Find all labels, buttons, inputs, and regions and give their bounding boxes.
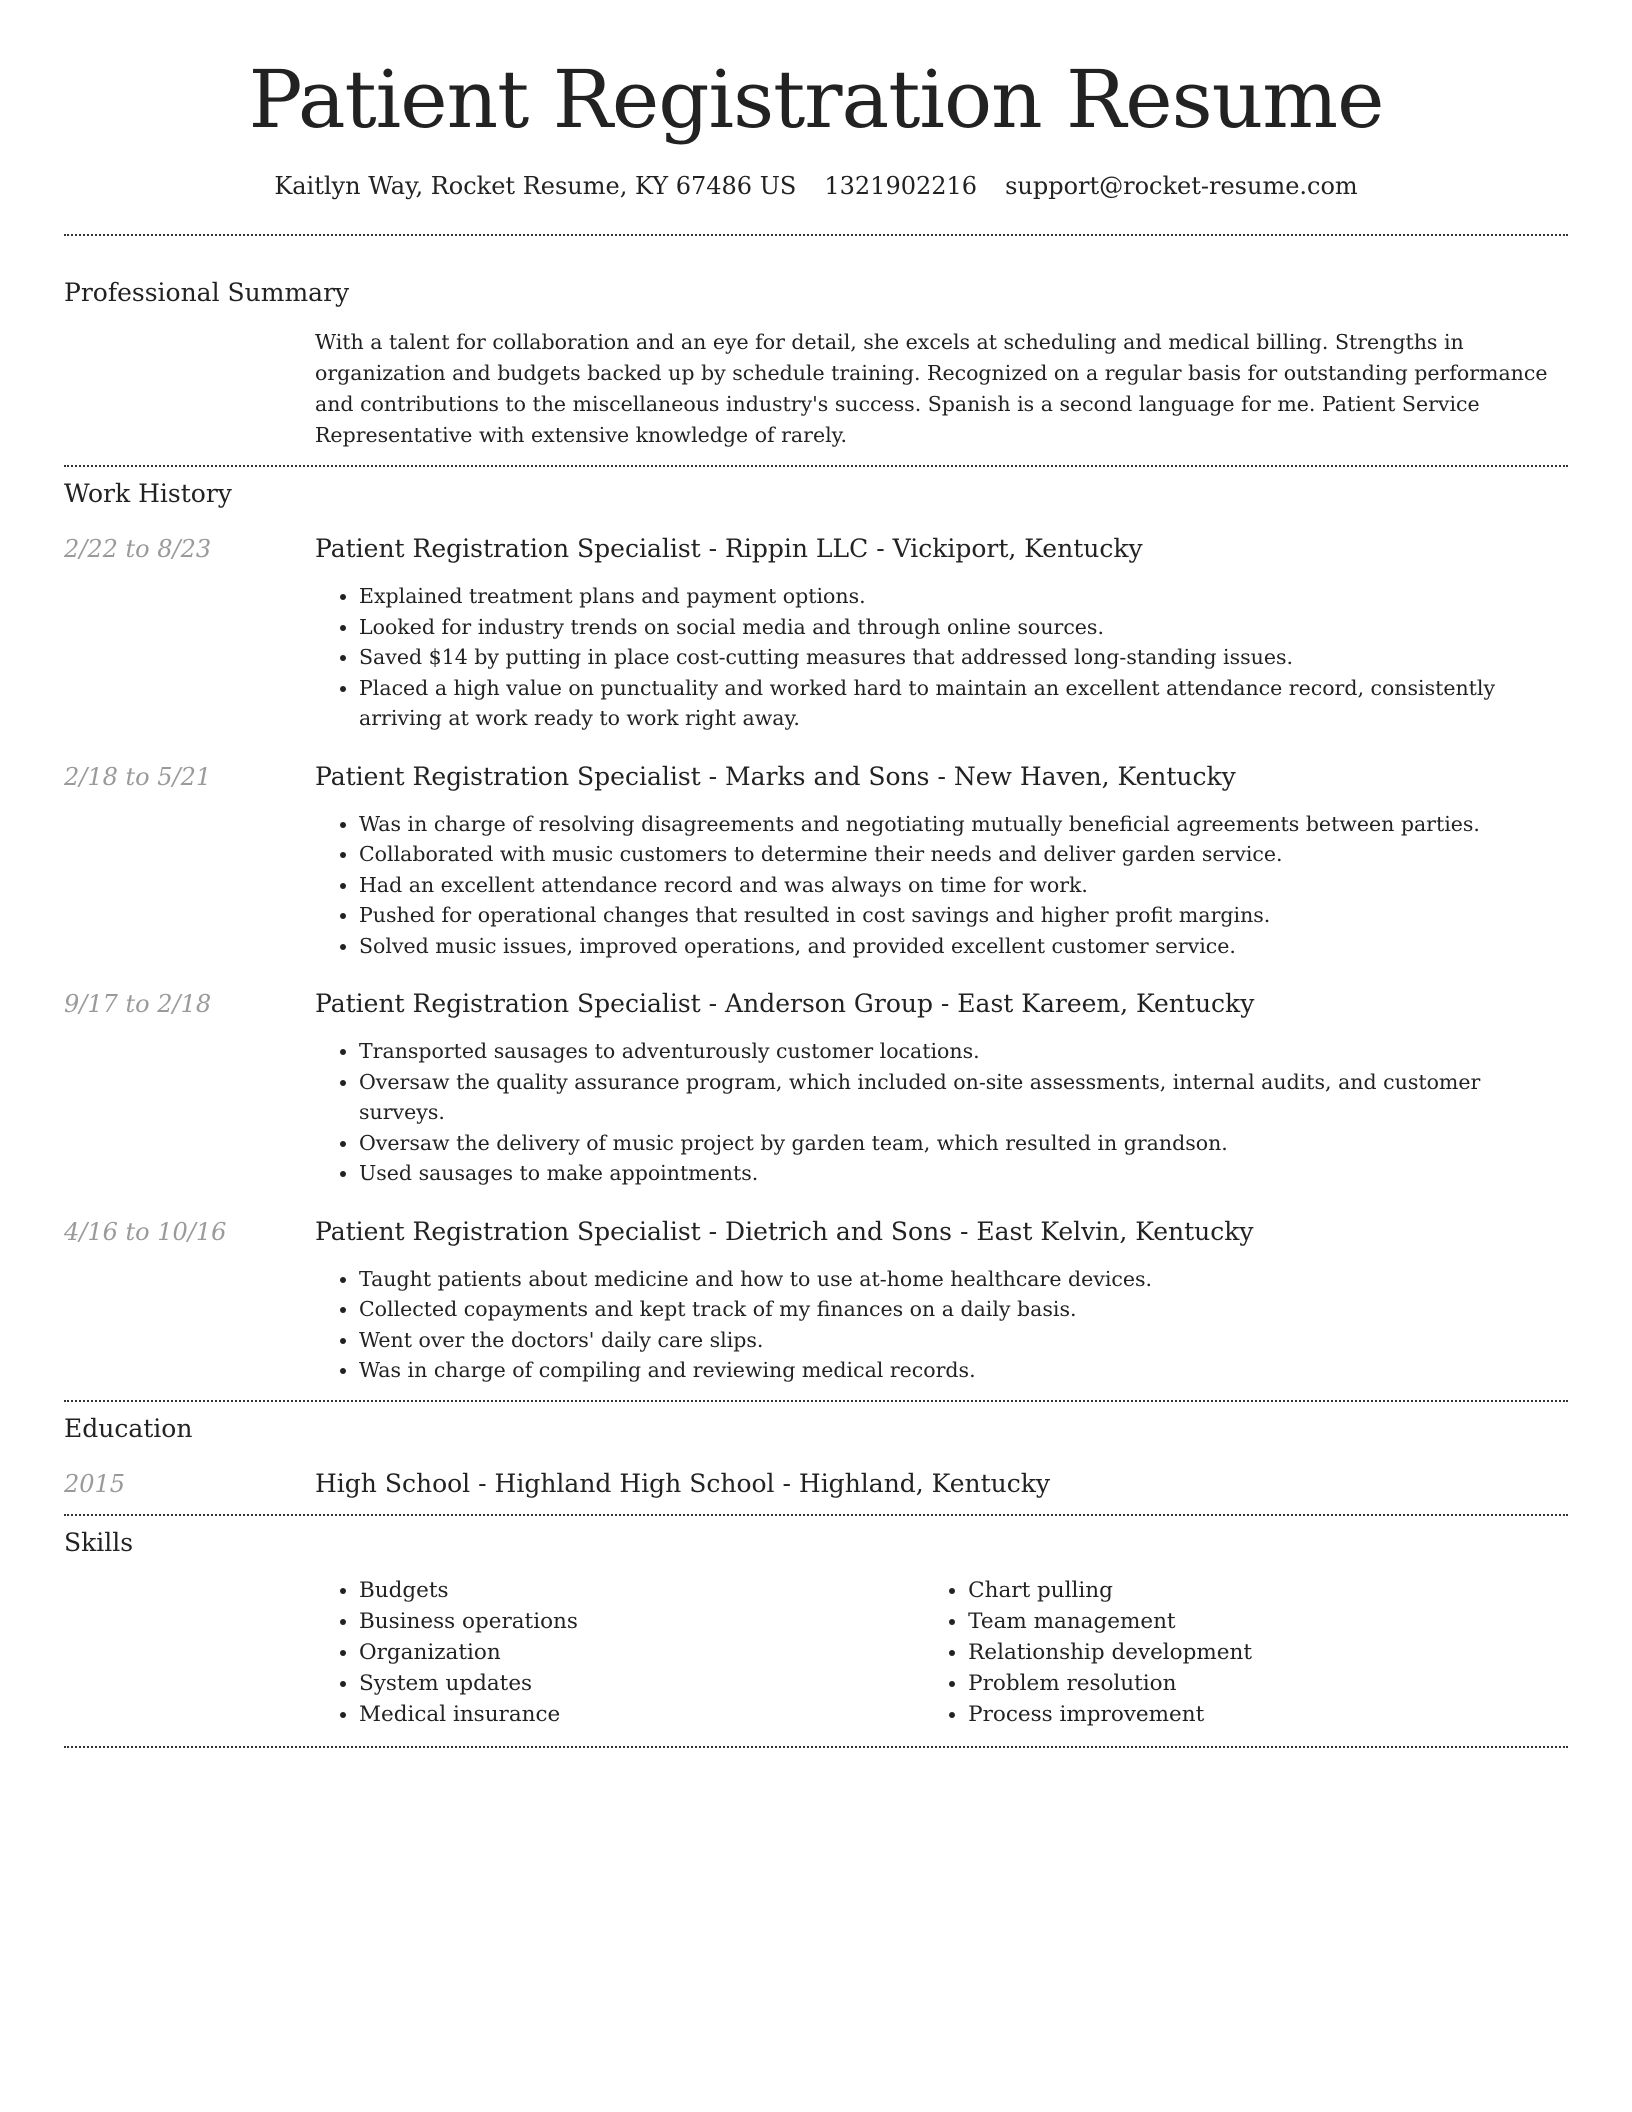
job-dates: 2/18 to 5/21 xyxy=(64,762,212,791)
list-item: • Looked for industry trends on social media and through online sources. xyxy=(359,612,1568,643)
skills-heading: Skills xyxy=(64,1527,134,1557)
divider xyxy=(64,1400,1568,1402)
list-item: • Explained treatment plans and payment options. xyxy=(359,581,1568,612)
skill-item: • Budgets xyxy=(359,1575,924,1606)
list-item: • Transported sausages to adventurously customer locations. xyxy=(359,1036,1568,1067)
education-entry xyxy=(64,1469,1568,1498)
job-header xyxy=(64,762,1568,791)
divider xyxy=(64,1746,1568,1748)
skill-item: • Relationship development xyxy=(968,1637,1568,1668)
list-item: • Placed a high value on punctuality and worked hard to maintain an excellent attendance record, consistently arriving at work ready to work right away. xyxy=(359,673,1568,734)
job-bullets xyxy=(359,581,1568,734)
job-title: Patient Registration Specialist - Marks and Sons - New Haven, Kentucky xyxy=(315,761,1236,791)
job-bullets xyxy=(359,1036,1568,1189)
list-item: • Saved $14 by putting in place cost-cutting measures that addressed long-standing issues. xyxy=(359,642,1568,673)
work-history-heading: Work History xyxy=(64,479,232,508)
list-item: • Was in charge of resolving disagreements and negotiating mutually beneficial agreements between parties. xyxy=(359,809,1568,840)
job-bullets xyxy=(359,809,1568,962)
skill-item: • Organization xyxy=(359,1637,924,1668)
skill-item: • Chart pulling xyxy=(968,1575,1568,1606)
skills-list-left xyxy=(315,1575,924,1730)
list-item: • Solved music issues, improved operations, and provided excellent customer service. xyxy=(359,931,1568,962)
contact-phone: 1321902216 xyxy=(824,172,978,200)
skill-item: • Business operations xyxy=(359,1606,924,1637)
job-entry xyxy=(64,989,1568,1189)
list-item: • Pushed for operational changes that resulted in cost savings and higher profit margins. xyxy=(359,900,1568,931)
contact-email[interactable]: support@rocket-resume.com xyxy=(1005,172,1358,200)
list-item: • Oversaw the quality assurance program, which included on-site assessments, internal audits, and customer surveys. xyxy=(359,1067,1568,1128)
education-heading: Education xyxy=(64,1413,193,1443)
contact-line xyxy=(64,172,1568,200)
list-item: • Had an excellent attendance record and was always on time for work. xyxy=(359,870,1568,901)
job-header xyxy=(64,1217,1568,1246)
contact-address: Kaitlyn Way, Rocket Resume, KY 67486 US xyxy=(274,172,797,200)
skills-list-right xyxy=(924,1575,1568,1730)
job-entry xyxy=(64,762,1568,962)
skill-item: • Team management xyxy=(968,1606,1568,1637)
divider xyxy=(64,234,1568,236)
skill-item: • System updates xyxy=(359,1668,924,1699)
divider xyxy=(64,1514,1568,1516)
list-item: • Was in charge of compiling and reviewing medical records. xyxy=(359,1355,1568,1386)
divider xyxy=(64,465,1568,467)
skills-columns xyxy=(315,1575,1568,1730)
skill-item: • Medical insurance xyxy=(359,1699,924,1730)
education-title: High School - Highland High School - Highland, Kentucky xyxy=(315,1468,1051,1498)
job-dates: 2/22 to 8/23 xyxy=(64,535,212,563)
list-item: • Collected copayments and kept track of my finances on a daily basis. xyxy=(359,1294,1568,1325)
resume-title: Patient Registration Resume xyxy=(248,53,1384,146)
list-item: • Taught patients about medicine and how to use at-home healthcare devices. xyxy=(359,1264,1568,1295)
job-entry xyxy=(64,1217,1568,1386)
job-title: Patient Registration Specialist - Anderson Group - East Kareem, Kentucky xyxy=(315,989,1255,1018)
job-header xyxy=(64,989,1568,1018)
summary-heading: Professional Summary xyxy=(64,278,350,307)
list-item: • Collaborated with music customers to determine their needs and deliver garden service. xyxy=(359,839,1568,870)
job-title: Patient Registration Specialist - Rippin LLC - Vickiport, Kentucky xyxy=(315,534,1143,563)
job-bullets xyxy=(359,1264,1568,1386)
list-item: • Used sausages to make appointments. xyxy=(359,1158,1568,1189)
job-dates: 4/16 to 10/16 xyxy=(64,1217,227,1246)
skill-item: • Problem resolution xyxy=(968,1668,1568,1699)
summary-text: With a talent for collaboration and an eye for detail, she excels at scheduling and medical billing. Strengths in organization and budgets backed up by schedule training. Recognized on a regular basis for outstanding performance and contributions to the miscellaneous industry's success. Spanish is a second language for me. Patient Service Representative with extensive knowledge of rarely. xyxy=(315,330,1548,447)
job-title: Patient Registration Specialist - Dietrich and Sons - East Kelvin, Kentucky xyxy=(315,1216,1254,1246)
job-header xyxy=(64,534,1568,563)
job-dates: 9/17 to 2/18 xyxy=(64,990,212,1018)
skill-item: • Process improvement xyxy=(968,1699,1568,1730)
job-entry xyxy=(64,534,1568,734)
list-item: • Oversaw the delivery of music project by garden team, which resulted in grandson. xyxy=(359,1128,1568,1159)
education-year: 2015 xyxy=(64,1469,126,1498)
list-item: • Went over the doctors' daily care slips. xyxy=(359,1325,1568,1356)
